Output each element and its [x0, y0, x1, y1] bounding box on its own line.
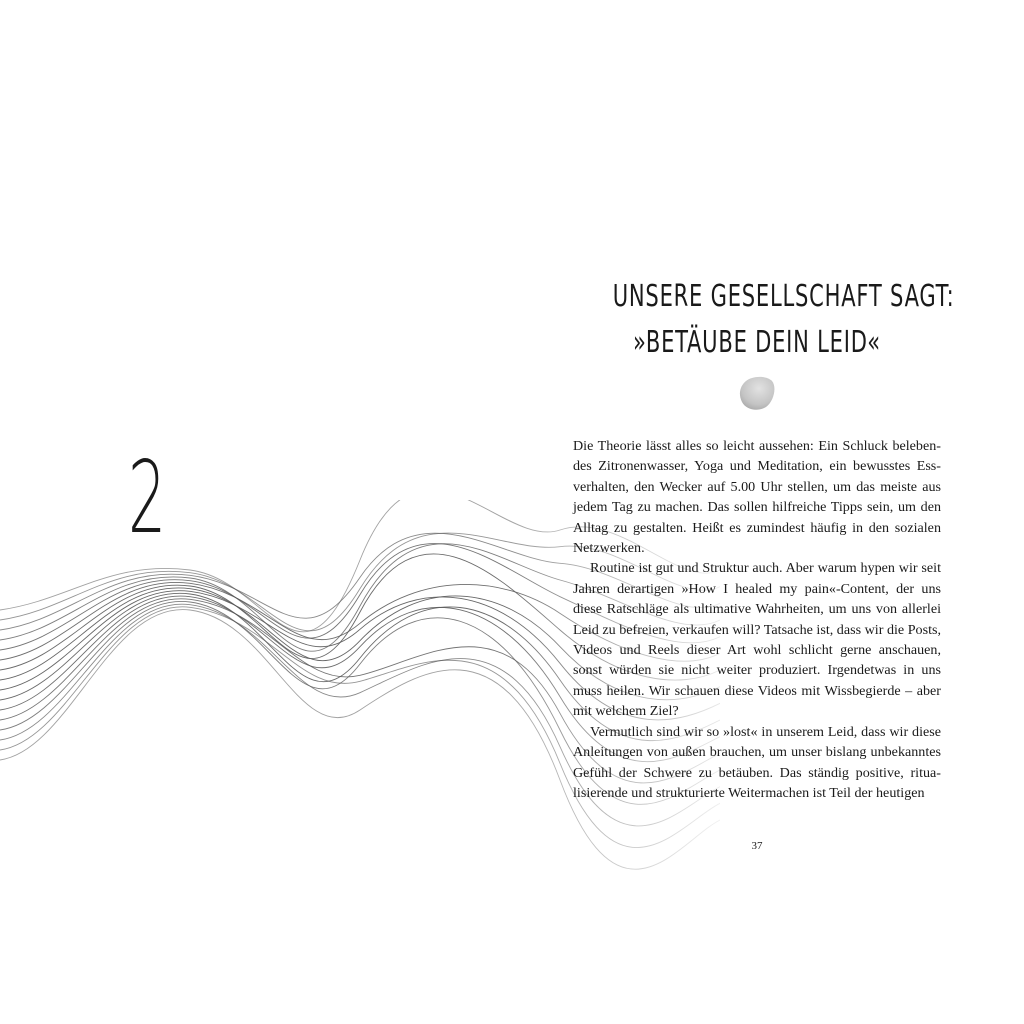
chapter-title-line-1: UNSERE GESELLSCHAFT SAGT:: [612, 279, 955, 314]
paragraph: Vermutlich sind wir so »lost« in unserem Leid, dass wir diese Anleitungen von außen brauchen, um unser bislang unbekanntes Gefühl der Schwere zu betäuben. Das ständig positive, ritualisierende und strukturierte Weitermachen ist Teil der heutigen: [573, 723, 941, 801]
paragraph: Routine ist gut und Struktur auch. Aber warum hypen wir seit Jahren derartigen »How I healed my pain«-Content, der uns diese Ratschläge als ultimative Wahrheiten, um uns von allerlei Leid zu befreien, verkaufen will? Tatsache ist, dass wir die Posts, Videos und Reels dieser Art wohl schlicht gerne anschauen, sonst würden sie nicht weiter produziert. Irgendetwas in uns muss heilen. Wir schauen diese Videos mit Wissbegierde – aber mit welchem Ziel?: [573, 560, 941, 720]
paragraph: Die Theorie lässt alles so leicht aussehen: Ein Schluck belebendes Zitronenwasser, Yoga und Meditation, ein bewusstes Essverhalten, den Wecker auf 5.00 Uhr stellen, um das meiste aus jedem Tag zu machen. Das sollen hilfreiche Tipps sein, um den Alltag zu gestalten. Heißt es zumindest häufig in den sozialen Netzwerken.: [573, 438, 941, 557]
chapter-title: [572, 274, 955, 366]
body-text: [573, 436, 941, 803]
chapter-number: 2: [128, 439, 167, 556]
stone-icon: [738, 375, 776, 411]
chapter-title-line-2: »BETÄUBE DEIN LEID«: [633, 325, 881, 360]
page-number: 37: [751, 840, 763, 852]
